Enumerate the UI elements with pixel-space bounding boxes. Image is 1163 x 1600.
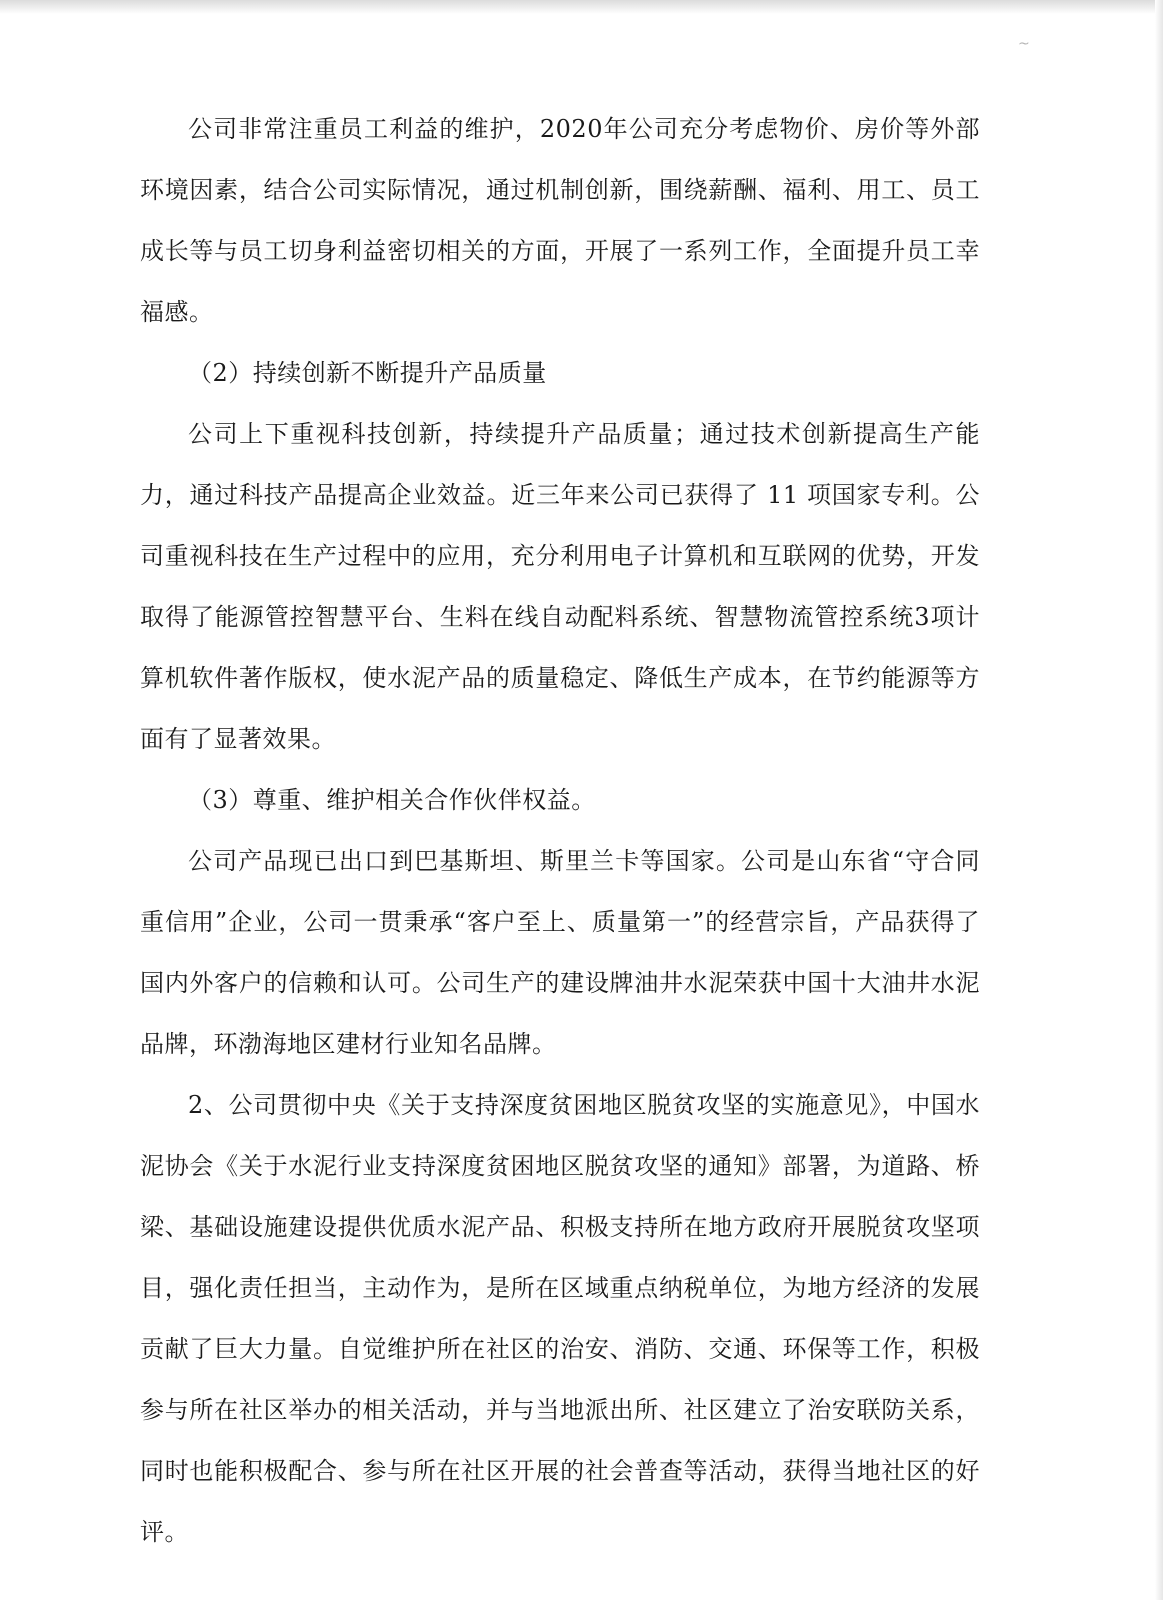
section-heading-product-quality: （2）持续创新不断提升产品质量 [188, 359, 547, 387]
scan-speck: ~ [1018, 36, 1030, 52]
scan-edge-top [0, 0, 1163, 14]
paragraph-export-brand: 公司产品现已出口到巴基斯坦、斯里兰卡等国家。公司是山东省“守合同重信用”企业，公司一贯秉承“客户至上、质量第一”的经营宗旨，产品获得了国内外客户的信赖和认可。公司生产的建设牌油井水泥荣获中国十大油井水泥品牌，环渤海地区建材行业知名品牌。 [140, 847, 980, 1058]
section-heading-partner-rights: （3）尊重、维护相关合作伙伴权益。 [188, 786, 596, 814]
paragraph-tech-innovation: 公司上下重视科技创新，持续提升产品质量；通过技术创新提高生产能力，通过科技产品提高企业效益。近三年来公司已获得了 11 项国家专利。公司重视科技在生产过程中的应用，充分利用电子计算机和互联网的优势，开发取得了能源管控智慧平台、生料在线自动配料系统、智慧物流管控系统3项计算机软件著作版权，使水泥产品的质量稳定、降低生产成本，在节约能源等方面有了显著效果。 [140, 420, 980, 753]
document-page [140, 99, 980, 1563]
paragraph-poverty-alleviation: 2、公司贯彻中央《关于支持深度贫困地区脱贫攻坚的实施意见》，中国水泥协会《关于水泥行业支持深度贫困地区脱贫攻坚的通知》部署，为道路、桥梁、基础设施建设提供优质水泥产品、积极支持所在地方政府开展脱贫攻坚项目，强化责任担当，主动作为，是所在区域重点纳税单位，为地方经济的发展贡献了巨大力量。自觉维护所在社区的治安、消防、交通、环保等工作，积极参与所在社区举办的相关活动，并与当地派出所、社区建立了治安联防关系，同时也能积极配合、参与所在社区开展的社会普查等活动，获得当地社区的好评。 [140, 1091, 980, 1546]
scan-edge-right [1155, 0, 1163, 1600]
paragraph-employee-benefits: 公司非常注重员工利益的维护，2020年公司充分考虑物价、房价等外部环境因素，结合公司实际情况，通过机制创新，围绕薪酬、福利、用工、员工成长等与员工切身利益密切相关的方面，开展了一系列工作，全面提升员工幸福感。 [140, 115, 980, 326]
